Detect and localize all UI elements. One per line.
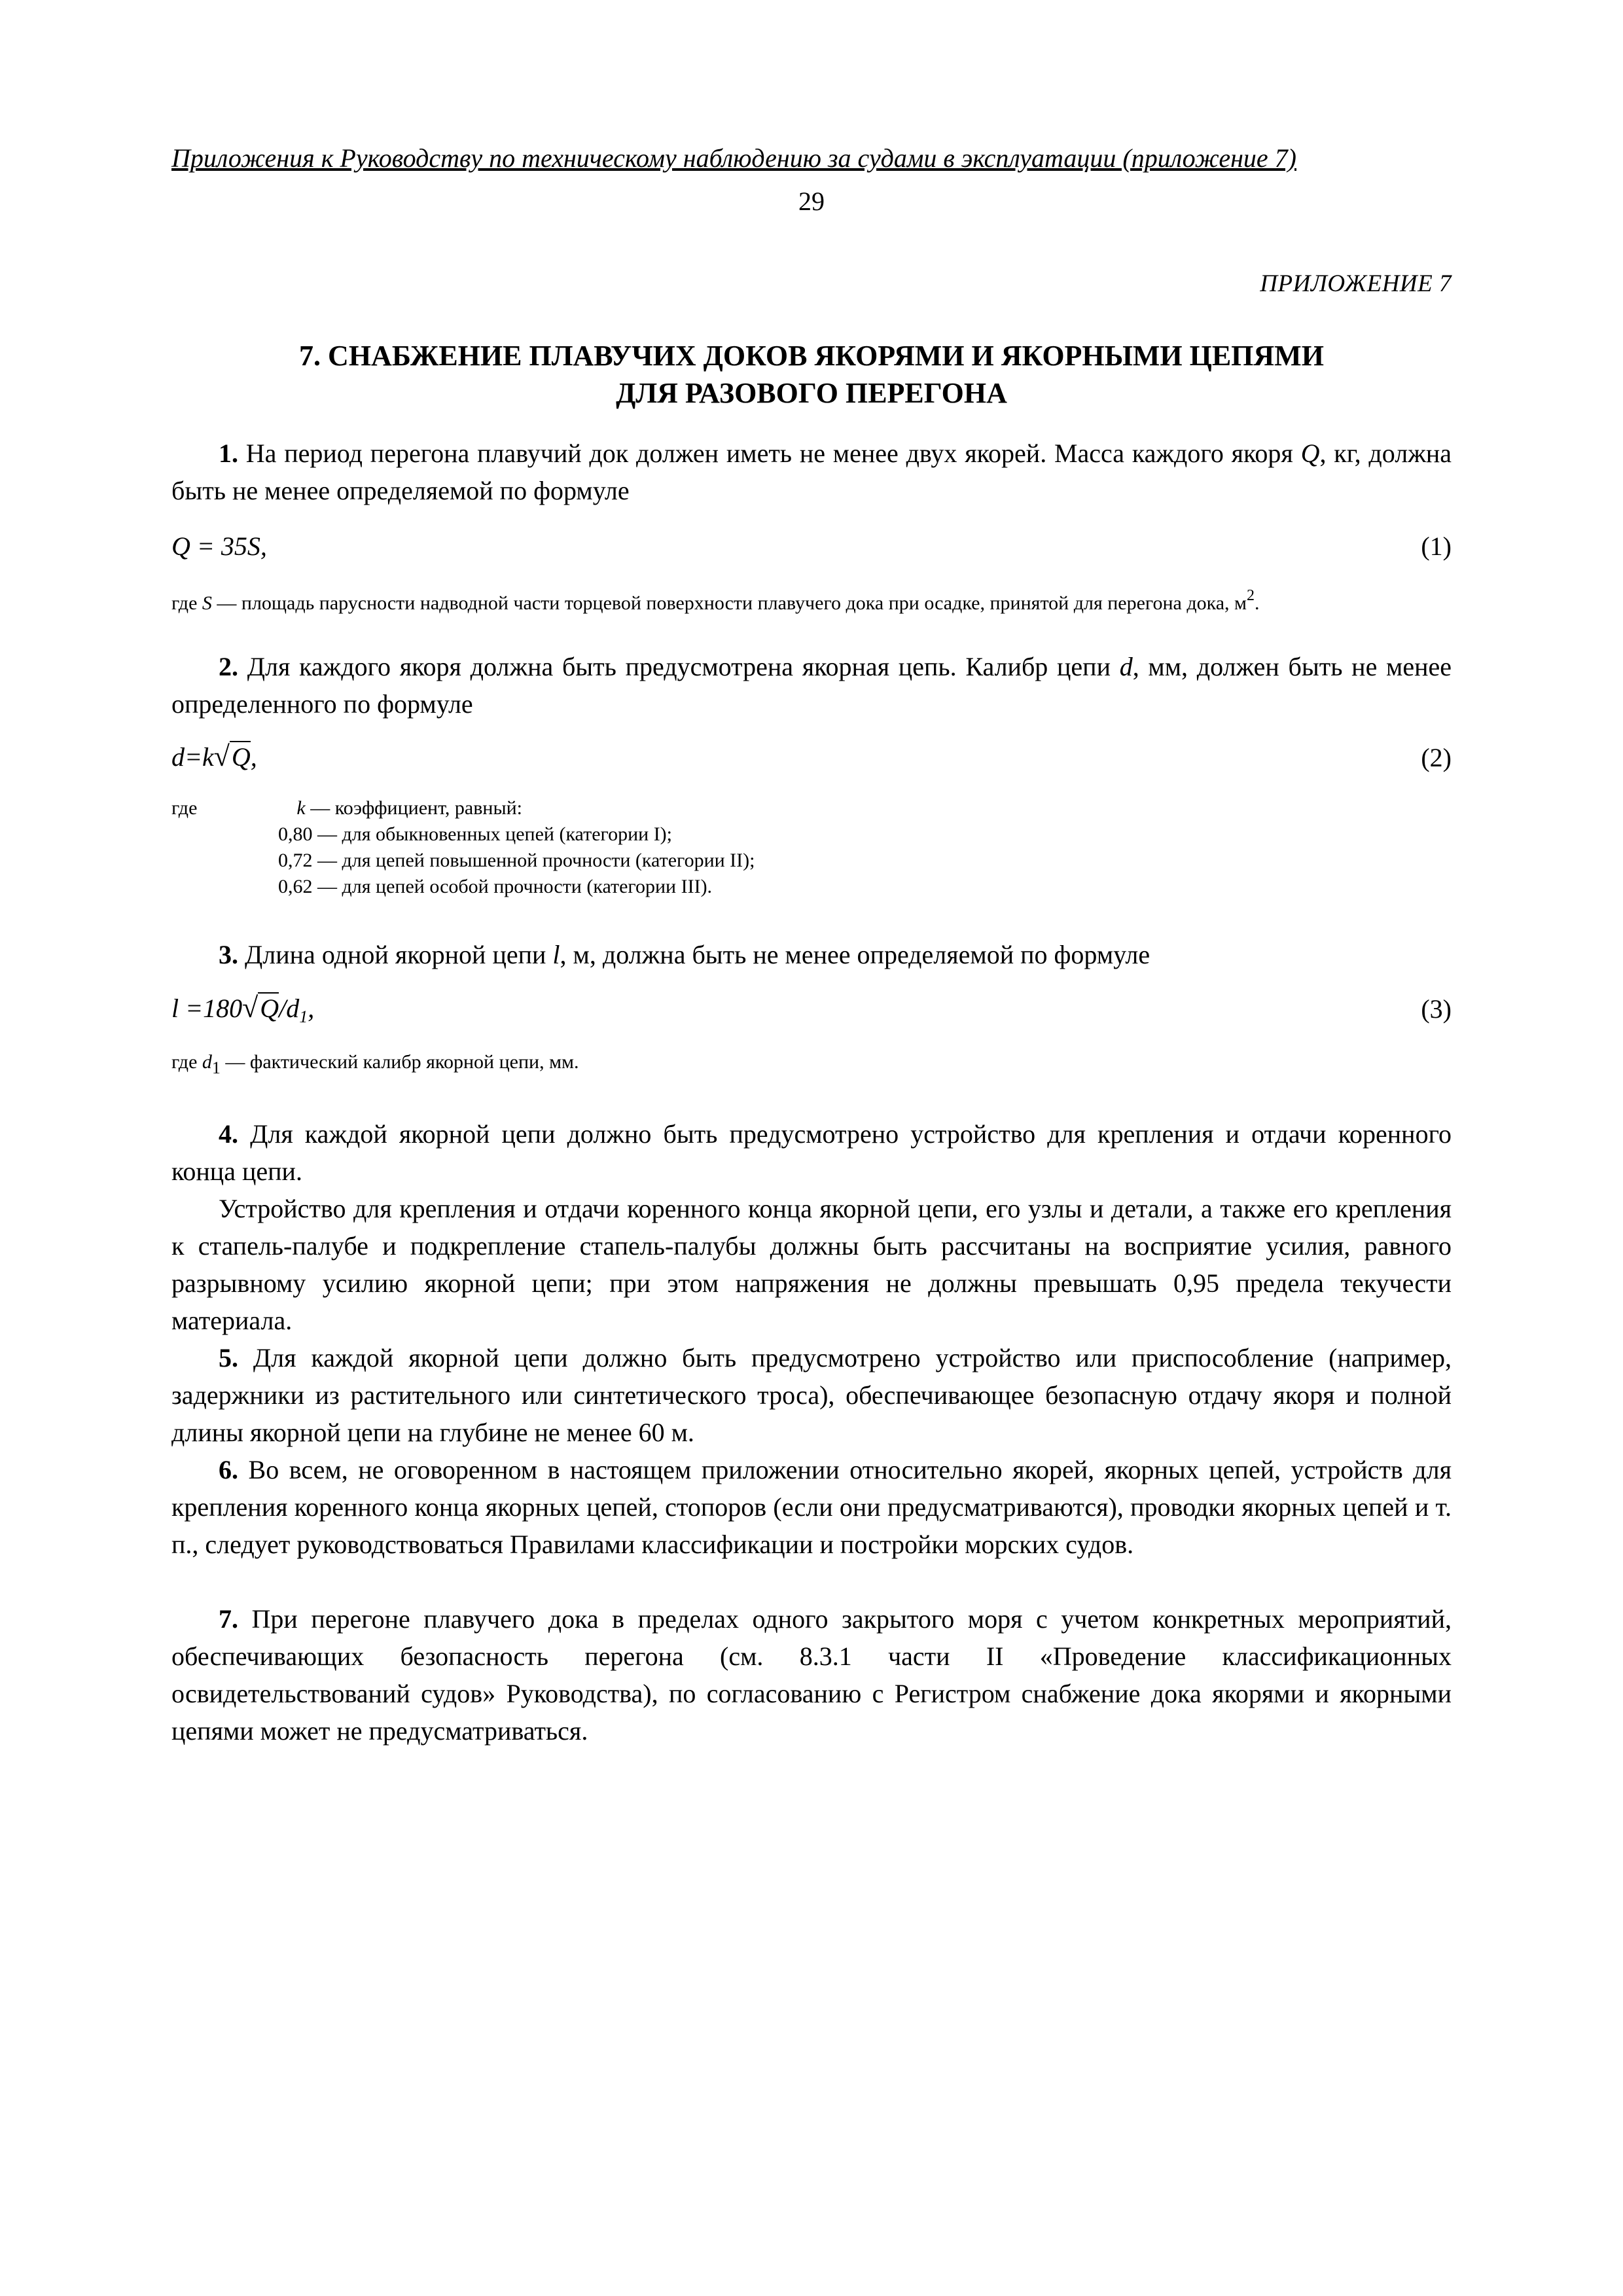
paragraph-4: 4. Для каждой якорной цепи должно быть предусмотрено устройство для крепления и отдачи коренного конца цепи. (171, 1119, 1452, 1186)
equation-number-1: (1) (1421, 531, 1452, 561)
equation-number-2: (2) (1421, 743, 1452, 772)
square-root: √Q (242, 992, 279, 1024)
coefficient-line: 0,72 — для цепей повышенной прочности (категории II); (278, 850, 755, 871)
coefficient-line: 0,80 — для обыкновенных цепей (категории I); (278, 823, 673, 845)
paragraph-1: 1. На период перегона плавучий док должен иметь не менее двух якорей. Масса каждого якоря Q, кг, должна быть не менее определяемой по формуле (171, 439, 1452, 505)
title-line-2: ДЛЯ РАЗОВОГО ПЕРЕГОНА (616, 377, 1007, 409)
formula-3-legend: где $d_1$ — фактический калибр якорной цепи, мм. (171, 1051, 579, 1077)
formula-1-legend: где S — площадь парусности надводной части торцевой поверхности плавучего дока при осадке, принятой для перегона дока, $м^2$. (171, 587, 1260, 614)
section-title (0, 337, 1623, 412)
paragraph-number: 4. (219, 1119, 238, 1149)
square-root: √Q (213, 740, 251, 772)
paragraph-number: 6. (219, 1455, 238, 1484)
formula-1: Q = 35S, (171, 531, 267, 561)
paragraph-number: 7. (219, 1604, 238, 1634)
coefficient-line: 0,62 — для цепей особой прочности (категории III). (278, 876, 713, 897)
paragraph-2: 2. Для каждого якоря должна быть предусмотрена якорная цепь. Калибр цепи d, мм, должен быть не менее определенного по формуле (171, 652, 1452, 719)
equation-number-3: (3) (1421, 994, 1452, 1024)
paragraph-number: 3. (219, 940, 238, 969)
appendix-label: ПРИЛОЖЕНИЕ 7 (1260, 270, 1452, 297)
paragraph-4-continued: Устройство для крепления и отдачи коренного конца якорной цепи, его узлы и детали, а также его крепления к стапель-палубе и подкрепление стапель-палубы должны быть рассчитаны на восприятие усилия, равного разрывному усилию якорной цепи; при этом напряжения не должны превышать 0,95 предела текучести материала. (171, 1194, 1452, 1335)
page-number: 29 (798, 187, 825, 216)
paragraph-number: 2. (219, 652, 238, 681)
paragraph-number: 5. (219, 1343, 238, 1372)
formula-3: $l =180√Q/d_1$, (171, 992, 315, 1026)
paragraph-3: 3. Длина одной якорной цепи l, м, должна быть не менее определяемой по формуле (219, 940, 1150, 969)
formula-2: d=k√Q, (171, 740, 257, 772)
paragraph-number: 1. (219, 439, 238, 468)
paragraph-7: 7. При перегоне плавучего дока в пределах одного закрытого моря с учетом конкретных мероприятий, обеспечивающих безопасность перегона (см. 8.3.1 части II «Проведение классификационных освидетельствований судов» Руководства), по согласованию с Регистром снабжение дока якорями и якорными цепями может не предусматриваться. (171, 1604, 1452, 1746)
paragraph-6: 6. Во всем, не оговоренном в настоящем приложении относительно якорей, якорных цепей, устройств для крепления коренного конца якорных цепей, стопоров (если они предусматриваются), проводки якорных цепей и т. п., следует руководствоваться Правилами классификации и постройки морских судов. (171, 1455, 1452, 1559)
formula-2-legend: где k — коэффициент, равный: (171, 797, 523, 819)
running-header: Приложения к Руководству по техническому наблюдению за судами в эксплуатации (приложение 7) (171, 143, 1297, 173)
title-line-1: 7. СНАБЖЕНИЕ ПЛАВУЧИХ ДОКОВ ЯКОРЯМИ И ЯКОРНЫМИ ЦЕПЯМИ (299, 340, 1324, 372)
paragraph-5: 5. Для каждой якорной цепи должно быть предусмотрено устройство или приспособление (например, задержники из растительного или синтетического троса), обеспечивающее безопасную отдачу якоря и полной длины якорной цепи на глубине не менее 60 м. (171, 1343, 1452, 1447)
